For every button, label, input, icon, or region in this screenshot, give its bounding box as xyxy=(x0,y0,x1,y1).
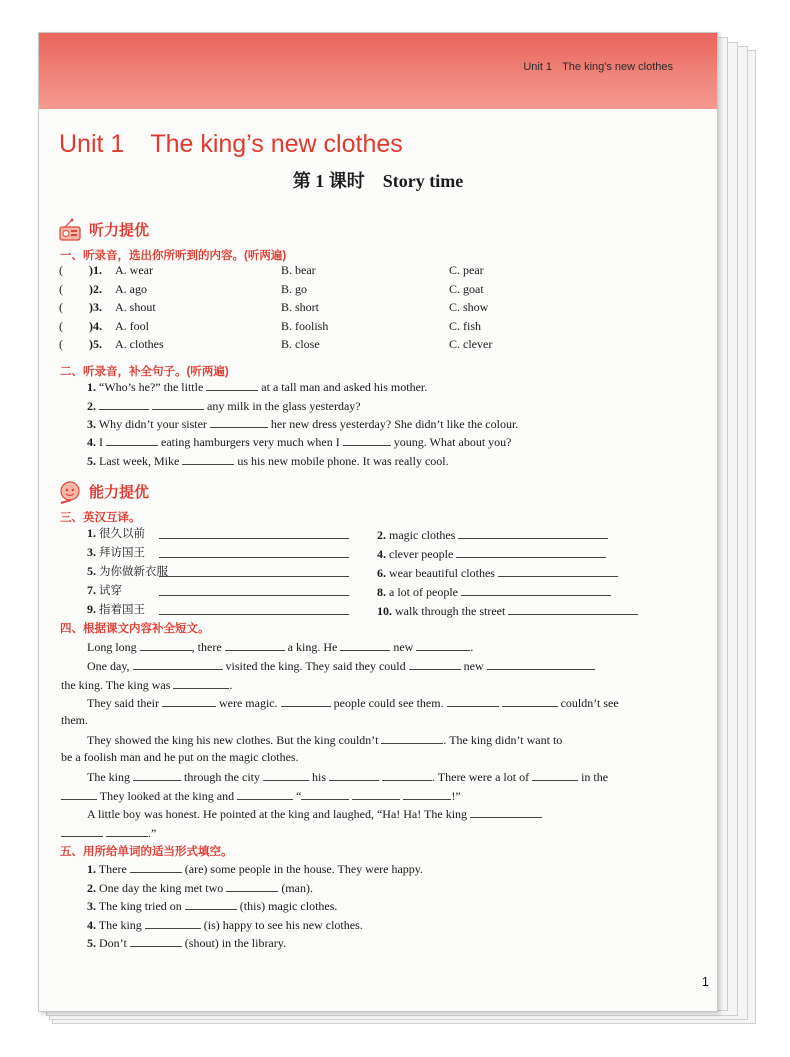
running-header-unit: Unit 1 xyxy=(523,61,553,73)
answer-blank[interactable] xyxy=(61,824,103,837)
option-b[interactable]: B. short xyxy=(281,300,320,314)
section-listening-title: 听力提优 xyxy=(89,222,150,239)
ex3-item-left: 3. 拜访国王 xyxy=(87,545,145,559)
answer-blank[interactable] xyxy=(456,545,606,558)
answer-blank[interactable] xyxy=(382,768,432,781)
option-c[interactable]: C. fish xyxy=(449,318,482,333)
answer-blank[interactable] xyxy=(532,768,578,781)
workbook-page xyxy=(38,32,718,1012)
answer-blank[interactable] xyxy=(416,638,470,651)
option-b[interactable]: B. bear xyxy=(281,263,316,277)
answer-blank[interactable] xyxy=(470,805,542,818)
answer-blank[interactable] xyxy=(106,824,148,837)
ex1-item-2: ( )2. A. ago B. go C. goat xyxy=(59,281,484,296)
option-c[interactable]: C. goat xyxy=(449,281,484,296)
ex5-item-5: 5. Don’t (shout) in the library. xyxy=(87,936,286,950)
answer-blank[interactable] xyxy=(130,934,182,947)
ex5-item-4: 4. The king (is) happy to see his new clothes. xyxy=(87,918,363,932)
option-a[interactable]: A. fool xyxy=(115,318,149,333)
ex1-item-3: ( )3. A. shout B. short C. show xyxy=(59,300,489,314)
unit-name: The king’s new clothes xyxy=(150,130,403,158)
unit-label: Unit 1 xyxy=(59,130,125,158)
option-c[interactable]: C. pear xyxy=(449,263,484,277)
answer-blank[interactable] xyxy=(152,397,204,410)
answer-blank[interactable] xyxy=(340,638,390,651)
ex4-line-10: A little boy was honest. He pointed at the king and laughed, “Ha! Ha! The king xyxy=(87,805,542,821)
ex4-line-6: They showed the king his new clothes. But the king couldn’t . The king didn’t want to xyxy=(87,733,563,747)
answer-blank[interactable] xyxy=(61,787,97,800)
answer-blank[interactable] xyxy=(447,694,499,707)
ex4-line-2: One day, visited the king. They said they could new xyxy=(87,657,595,673)
ex3-item-right: 2. magic clothes xyxy=(377,526,608,542)
answer-blank[interactable] xyxy=(159,583,349,596)
ex4-line-7: be a foolish man and he put on the magic clothes. xyxy=(61,750,299,764)
answer-paren[interactable]: ( xyxy=(59,337,63,351)
option-c[interactable]: C. clever xyxy=(449,337,493,351)
answer-blank[interactable] xyxy=(409,657,461,670)
ex5-heading: 五、用所给单词的适当形式填空。 xyxy=(60,846,233,858)
ex1-item-4: ( )4. A. fool B. foolish C. fish xyxy=(59,318,482,333)
option-c[interactable]: C. show xyxy=(449,300,489,314)
option-a[interactable]: A. shout xyxy=(115,300,156,314)
answer-blank[interactable] xyxy=(502,694,558,707)
answer-blank[interactable] xyxy=(329,768,379,781)
answer-blank[interactable] xyxy=(487,657,595,670)
ex1-heading: 一、听录音，选出你所听到的内容。(听两遍) xyxy=(60,250,287,262)
ex5-item-2: 2. One day the king met two (man). xyxy=(87,881,313,895)
lesson-label: 第 1 课时 xyxy=(292,171,365,191)
radio-mascot-icon xyxy=(57,217,83,243)
answer-blank[interactable] xyxy=(210,415,268,428)
ex3-item-left: 1. 很久以前 xyxy=(87,526,145,540)
ex3-heading: 三、英汉互译。 xyxy=(60,512,141,524)
ex2-item-5: 5. Last week, Mike us his new mobile phone. It was really cool. xyxy=(87,454,449,468)
ex3-item-left: 7. 试穿 xyxy=(87,583,122,597)
ex4-line-3: the king. The king was . xyxy=(61,678,233,692)
ex4-line-4: They said their were magic. people could see them. couldn’t see xyxy=(87,696,619,710)
ex2-item-3: 3. Why didn’t your sister her new dress yesterday? She didn’t like the colour. xyxy=(87,417,519,431)
ex4-heading: 四、根据课文内容补全短文。 xyxy=(60,623,210,635)
option-b[interactable]: B. foolish xyxy=(281,318,329,333)
running-header-topic: The king's new clothes xyxy=(562,61,673,73)
answer-blank[interactable] xyxy=(159,564,349,577)
answer-blank[interactable] xyxy=(130,860,182,873)
answer-blank[interactable] xyxy=(162,694,216,707)
ex4-line-9: They looked at the king and “ !” xyxy=(61,787,461,803)
ex3-item-right: 10. walk through the street xyxy=(377,602,638,618)
answer-blank[interactable] xyxy=(263,768,309,781)
ex2-heading: 二、听录音，补全句子。(听两遍) xyxy=(60,366,229,378)
ex3-item-left: 9. 指着国王 xyxy=(87,602,145,616)
answer-blank[interactable] xyxy=(237,787,293,800)
ex4-line-1: Long long , there a king. He new . xyxy=(87,640,474,654)
ex2-item-1: 1. “Who’s he?” the little at a tall man and asked his mother. xyxy=(87,380,428,394)
ex2-item-4: 4. I eating hamburgers very much when I young. What about you? xyxy=(87,435,512,449)
option-a[interactable]: A. clothes xyxy=(115,337,164,351)
answer-blank[interactable] xyxy=(381,731,443,744)
answer-blank[interactable] xyxy=(343,433,391,446)
answer-blank[interactable] xyxy=(106,433,158,446)
unit-title xyxy=(59,130,403,159)
pencil-mascot-icon xyxy=(57,479,83,505)
page-number: 1 xyxy=(701,974,709,989)
ex3-item-left: 5. 为你做新衣服 xyxy=(87,564,168,578)
answer-blank[interactable] xyxy=(281,694,331,707)
answer-blank[interactable] xyxy=(99,397,149,410)
answer-blank[interactable] xyxy=(206,378,258,391)
answer-blank[interactable] xyxy=(159,602,349,615)
option-b[interactable]: B. close xyxy=(281,337,320,351)
ex1-item-1: ( )1. A. wear B. bear C. pear xyxy=(59,263,484,277)
answer-paren[interactable]: ( xyxy=(59,281,63,296)
ex5-item-3: 3. The king tried on (this) magic clothes. xyxy=(87,899,338,913)
running-header xyxy=(523,61,673,73)
ex4-line-11: .” xyxy=(61,824,156,840)
ex1-item-5: ( )5. A. clothes B. close C. clever xyxy=(59,337,493,351)
answer-blank[interactable] xyxy=(352,787,400,800)
answer-paren[interactable]: ( xyxy=(59,263,63,277)
lesson-title xyxy=(39,167,717,193)
option-b[interactable]: B. go xyxy=(281,281,308,296)
answer-blank[interactable] xyxy=(458,526,608,539)
answer-blank[interactable] xyxy=(225,638,285,651)
answer-blank[interactable] xyxy=(185,897,237,910)
answer-paren[interactable]: ( xyxy=(59,318,63,333)
answer-blank[interactable] xyxy=(498,564,618,577)
answer-blank[interactable] xyxy=(133,768,181,781)
ex3-item-right: 6. wear beautiful clothes xyxy=(377,564,618,580)
lesson-name: Story time xyxy=(382,171,464,191)
answer-blank[interactable] xyxy=(182,452,234,465)
ex3-item-right: 8. a lot of people xyxy=(377,583,611,599)
option-a[interactable]: A. ago xyxy=(115,281,147,296)
ex2-item-2: 2. any milk in the glass yesterday? xyxy=(87,399,361,413)
option-a[interactable]: A. wear xyxy=(115,263,153,277)
answer-blank[interactable] xyxy=(133,657,223,670)
answer-blank[interactable] xyxy=(403,787,451,800)
answer-blank[interactable] xyxy=(226,879,278,892)
answer-blank[interactable] xyxy=(173,676,229,689)
answer-blank[interactable] xyxy=(301,787,349,800)
ex3-item-right: 4. clever people xyxy=(377,545,606,561)
section-ability-title: 能力提优 xyxy=(89,484,150,501)
answer-blank[interactable] xyxy=(140,638,192,651)
answer-blank[interactable] xyxy=(461,583,611,596)
ex4-line-8: The king through the city his . There were a lot of in the xyxy=(87,770,609,784)
answer-blank[interactable] xyxy=(508,602,638,615)
ex4-line-5: them. xyxy=(61,713,88,727)
ex5-item-1: 1. There (are) some people in the house. They were happy. xyxy=(87,862,424,876)
answer-paren[interactable]: ( xyxy=(59,300,63,314)
answer-blank[interactable] xyxy=(159,526,349,539)
answer-blank[interactable] xyxy=(159,545,349,558)
answer-blank[interactable] xyxy=(145,916,201,929)
